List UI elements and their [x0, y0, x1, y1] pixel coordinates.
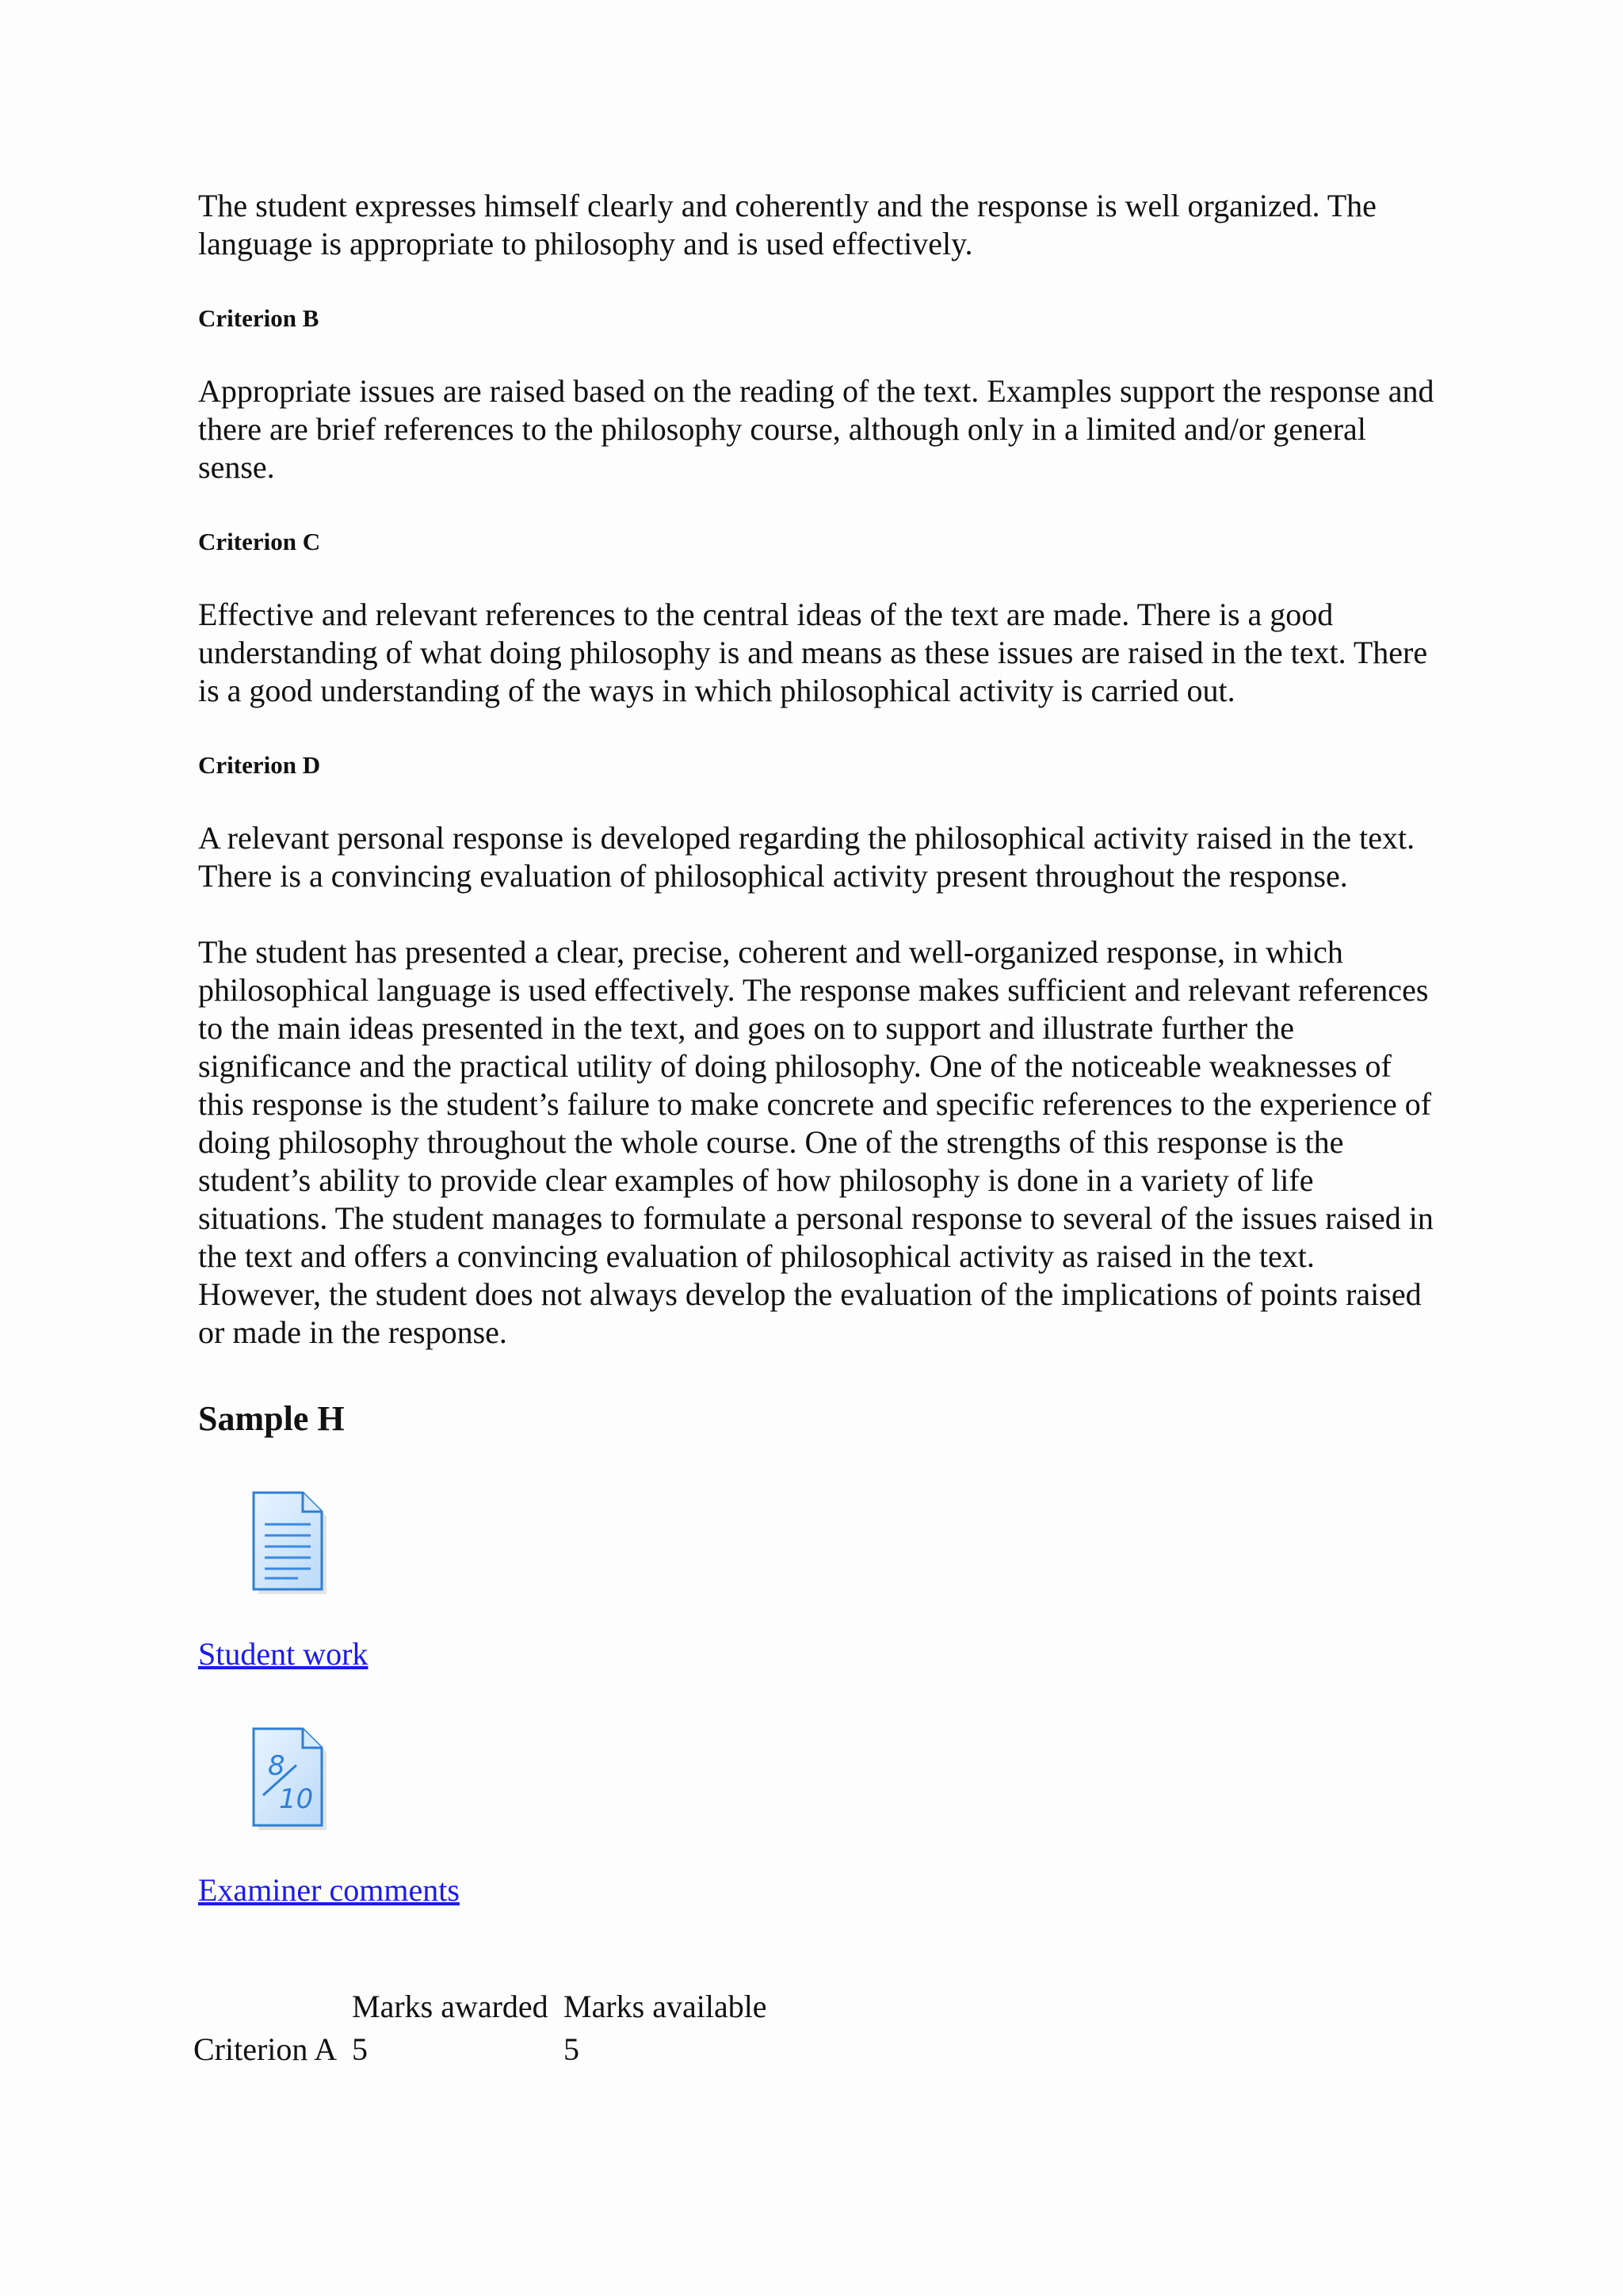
sample-title: Sample H — [198, 1399, 345, 1438]
student-work-link[interactable]: Student work — [198, 1636, 369, 1672]
score-top-text: 8 — [268, 1750, 285, 1782]
criterion-a-available: 5 — [563, 2031, 579, 2067]
criterion-d-text: A relevant personal response is developed regarding the philosophical activity raised in the text. There is a convincing evaluation of philosophical activity present throughout the response. — [198, 820, 1415, 894]
marks-available-header: Marks available — [563, 1989, 767, 2024]
criterion-a-awarded: 5 — [352, 2031, 368, 2067]
criterion-a-paragraph: The student expresses himself clearly and coherently and the response is well organized. The language is appropriate to philosophy and is used effectively. — [198, 188, 1377, 261]
marks-awarded-header: Marks awarded — [352, 1989, 548, 2024]
document-icon[interactable] — [247, 1489, 334, 1600]
criterion-a-label: Criterion A — [193, 2031, 338, 2067]
summary-paragraph: The student has presented a clear, precise, coherent and well-organized response, in which philosophical language is used effectively. The response makes sufficient and relevant references to the main ideas presented in the text, and goes on to support and illustrate further the significance and the practical utility of doing philosophy. One of the noticeable weaknesses of this response is the student’s failure to make concrete and specific references to the experience of doing philosophy throughout the whole course. One of the strengths of this response is the student’s ability to provide clear examples of how philosophy is done in a variety of life situations. The student manages to formulate a personal response to several of the issues raised in the text and offers a convincing evaluation of philosophical activity as raised in the text. However, the student does not always develop the evaluation of the implications of points raised or made in the response. — [198, 934, 1434, 1350]
score-document-icon[interactable] — [247, 1726, 334, 1836]
criterion-d-heading: Criterion D — [198, 751, 321, 779]
examiner-comments-link[interactable]: Examiner comments — [198, 1872, 460, 1908]
document-content — [198, 187, 1434, 1909]
criterion-c-heading: Criterion C — [198, 528, 321, 555]
criterion-c-text: Effective and relevant references to the central ideas of the text are made. There is a good understanding of what doing philosophy is and means as these issues are raised in the text. There is a good understanding of the ways in which philosophical activity is carried out. — [198, 597, 1428, 708]
criterion-b-text: Appropriate issues are raised based on the reading of the text. Examples support the response and there are brief references to the philosophy course, although only in a limited and/or general sense. — [198, 373, 1434, 485]
score-bottom-text: 10 — [279, 1783, 314, 1815]
criterion-b-heading: Criterion B — [198, 304, 319, 332]
